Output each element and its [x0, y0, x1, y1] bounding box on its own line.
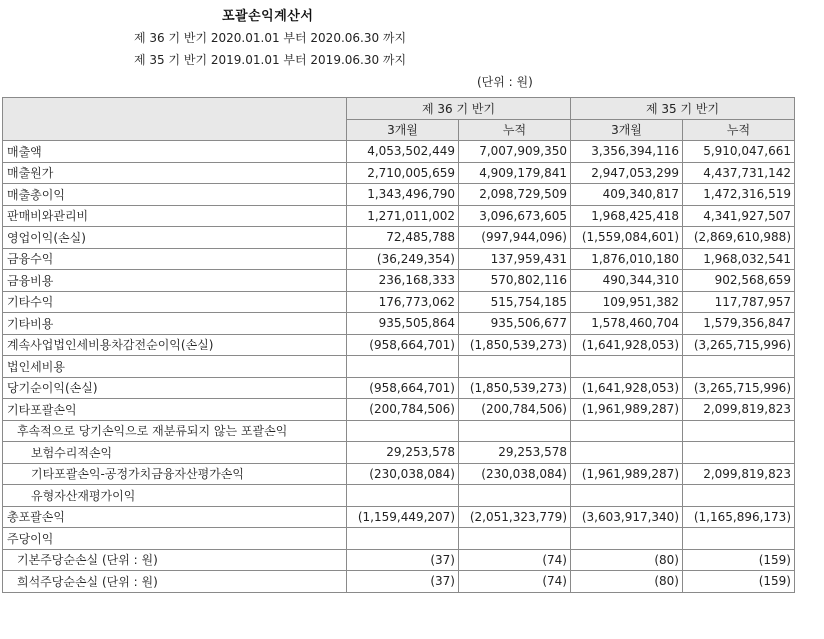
account-label: 기타비용 [3, 313, 347, 335]
amount-cell [459, 528, 571, 550]
table-row [3, 227, 795, 249]
amount-cell: (74) [459, 549, 571, 571]
table-row [3, 356, 795, 378]
amount-cell: 1,968,032,541 [683, 248, 795, 270]
table-row [3, 291, 795, 313]
amount-cell [459, 485, 571, 507]
amount-cell: 3,096,673,605 [459, 205, 571, 227]
amount-cell: (3,603,917,340) [571, 506, 683, 528]
amount-cell: 1,579,356,847 [683, 313, 795, 335]
amount-cell: (1,961,989,287) [571, 463, 683, 485]
amount-cell: (1,850,539,273) [459, 334, 571, 356]
table-row [3, 141, 795, 163]
amount-cell: (1,165,896,173) [683, 506, 795, 528]
table-row [3, 463, 795, 485]
amount-cell [571, 420, 683, 442]
prior-period-range: 제 35 기 반기 2019.01.01 부터 2019.06.30 까지 [134, 53, 407, 67]
table-row [3, 205, 795, 227]
amount-cell: 515,754,185 [459, 291, 571, 313]
amount-cell: 935,505,864 [347, 313, 459, 335]
amount-cell: (1,961,989,287) [571, 399, 683, 421]
prior-cumulative-header: 누적 [683, 119, 795, 141]
table-row [3, 162, 795, 184]
amount-cell: (80) [571, 549, 683, 571]
current-period-header: 제 36 기 반기 [347, 98, 571, 120]
amount-cell: 4,053,502,449 [347, 141, 459, 163]
amount-cell [683, 485, 795, 507]
amount-cell: (1,641,928,053) [571, 334, 683, 356]
amount-cell: 4,437,731,142 [683, 162, 795, 184]
account-header-cell [3, 98, 347, 141]
amount-cell: 109,951,382 [571, 291, 683, 313]
table-row [3, 528, 795, 550]
table-row [3, 184, 795, 206]
amount-cell: (3,265,715,996) [683, 377, 795, 399]
amount-cell: (1,850,539,273) [459, 377, 571, 399]
account-label: 금융비용 [3, 270, 347, 292]
amount-cell: (37) [347, 571, 459, 593]
account-label: 보험수리적손익 [3, 442, 347, 464]
amount-cell: (159) [683, 571, 795, 593]
table-row [3, 420, 795, 442]
amount-cell: 1,578,460,704 [571, 313, 683, 335]
amount-cell: 1,343,496,790 [347, 184, 459, 206]
account-label: 법인세비용 [3, 356, 347, 378]
amount-cell: 7,007,909,350 [459, 141, 571, 163]
income-statement-table [2, 97, 795, 593]
table-row [3, 248, 795, 270]
amount-cell: (1,159,449,207) [347, 506, 459, 528]
amount-cell: 2,947,053,299 [571, 162, 683, 184]
amount-cell [683, 356, 795, 378]
amount-cell [571, 485, 683, 507]
amount-cell: 1,271,011,002 [347, 205, 459, 227]
amount-cell: (1,641,928,053) [571, 377, 683, 399]
table-row [3, 270, 795, 292]
amount-cell: 2,099,819,823 [683, 399, 795, 421]
amount-cell [459, 356, 571, 378]
amount-cell: (37) [347, 549, 459, 571]
amount-cell: (80) [571, 571, 683, 593]
amount-cell: 2,098,729,509 [459, 184, 571, 206]
amount-cell: (230,038,084) [459, 463, 571, 485]
amount-cell [347, 420, 459, 442]
amount-cell [571, 442, 683, 464]
amount-cell: 1,968,425,418 [571, 205, 683, 227]
prior-3month-header: 3개월 [571, 119, 683, 141]
amount-cell [571, 356, 683, 378]
amount-cell [683, 442, 795, 464]
amount-cell: (230,038,084) [347, 463, 459, 485]
account-label: 기타포괄손익-공정가치금융자산평가손익 [3, 463, 347, 485]
amount-cell: 409,340,817 [571, 184, 683, 206]
amount-cell [571, 528, 683, 550]
table-row [3, 313, 795, 335]
account-label: 후속적으로 당기손익으로 재분류되지 않는 포괄손익 [3, 420, 347, 442]
account-label: 영업이익(손실) [3, 227, 347, 249]
statement-title: 포괄손익계산서 [222, 9, 314, 24]
amount-cell: (74) [459, 571, 571, 593]
amount-cell [459, 420, 571, 442]
table-row [3, 399, 795, 421]
amount-cell: 117,787,957 [683, 291, 795, 313]
account-label: 기본주당순손실 (단위 : 원) [3, 549, 347, 571]
amount-cell: (2,869,610,988) [683, 227, 795, 249]
amount-cell: 1,472,316,519 [683, 184, 795, 206]
amount-cell: 490,344,310 [571, 270, 683, 292]
amount-cell: 2,099,819,823 [683, 463, 795, 485]
unit-label: (단위 : 원) [477, 75, 533, 89]
amount-cell: 5,910,047,661 [683, 141, 795, 163]
amount-cell [683, 528, 795, 550]
amount-cell: (958,664,701) [347, 377, 459, 399]
amount-cell: (200,784,506) [347, 399, 459, 421]
amount-cell: 1,876,010,180 [571, 248, 683, 270]
current-3month-header: 3개월 [347, 119, 459, 141]
amount-cell [347, 528, 459, 550]
amount-cell: (3,265,715,996) [683, 334, 795, 356]
amount-cell: (2,051,323,779) [459, 506, 571, 528]
amount-cell [347, 485, 459, 507]
amount-cell: (958,664,701) [347, 334, 459, 356]
amount-cell: 902,568,659 [683, 270, 795, 292]
account-label: 주당이익 [3, 528, 347, 550]
account-label: 매출원가 [3, 162, 347, 184]
account-label: 총포괄손익 [3, 506, 347, 528]
amount-cell [683, 420, 795, 442]
amount-cell: (200,784,506) [459, 399, 571, 421]
account-label: 기타수익 [3, 291, 347, 313]
table-row [3, 549, 795, 571]
amount-cell: 29,253,578 [459, 442, 571, 464]
table-row [3, 334, 795, 356]
amount-cell [347, 356, 459, 378]
amount-cell: (159) [683, 549, 795, 571]
current-period-range: 제 36 기 반기 2020.01.01 부터 2020.06.30 까지 [134, 31, 407, 45]
amount-cell: (997,944,096) [459, 227, 571, 249]
amount-cell: 4,341,927,507 [683, 205, 795, 227]
table-row [3, 485, 795, 507]
amount-cell: 29,253,578 [347, 442, 459, 464]
account-label: 희석주당순손실 (단위 : 원) [3, 571, 347, 593]
amount-cell: 935,506,677 [459, 313, 571, 335]
account-label: 유형자산재평가이익 [3, 485, 347, 507]
amount-cell: 4,909,179,841 [459, 162, 571, 184]
statement-body [3, 141, 795, 593]
amount-cell: 137,959,431 [459, 248, 571, 270]
prior-period-header: 제 35 기 반기 [571, 98, 795, 120]
amount-cell: (1,559,084,601) [571, 227, 683, 249]
amount-cell: 236,168,333 [347, 270, 459, 292]
account-label: 당기순이익(손실) [3, 377, 347, 399]
table-row [3, 506, 795, 528]
current-cumulative-header: 누적 [459, 119, 571, 141]
account-label: 계속사업법인세비용차감전순이익(손실) [3, 334, 347, 356]
account-label: 금융수익 [3, 248, 347, 270]
account-label: 매출총이익 [3, 184, 347, 206]
amount-cell: 570,802,116 [459, 270, 571, 292]
amount-cell: 3,356,394,116 [571, 141, 683, 163]
account-label: 판매비와관리비 [3, 205, 347, 227]
amount-cell: 2,710,005,659 [347, 162, 459, 184]
amount-cell: 72,485,788 [347, 227, 459, 249]
account-label: 매출액 [3, 141, 347, 163]
table-row [3, 377, 795, 399]
amount-cell: (36,249,354) [347, 248, 459, 270]
table-row [3, 442, 795, 464]
account-label: 기타포괄손익 [3, 399, 347, 421]
table-row [3, 571, 795, 593]
amount-cell: 176,773,062 [347, 291, 459, 313]
